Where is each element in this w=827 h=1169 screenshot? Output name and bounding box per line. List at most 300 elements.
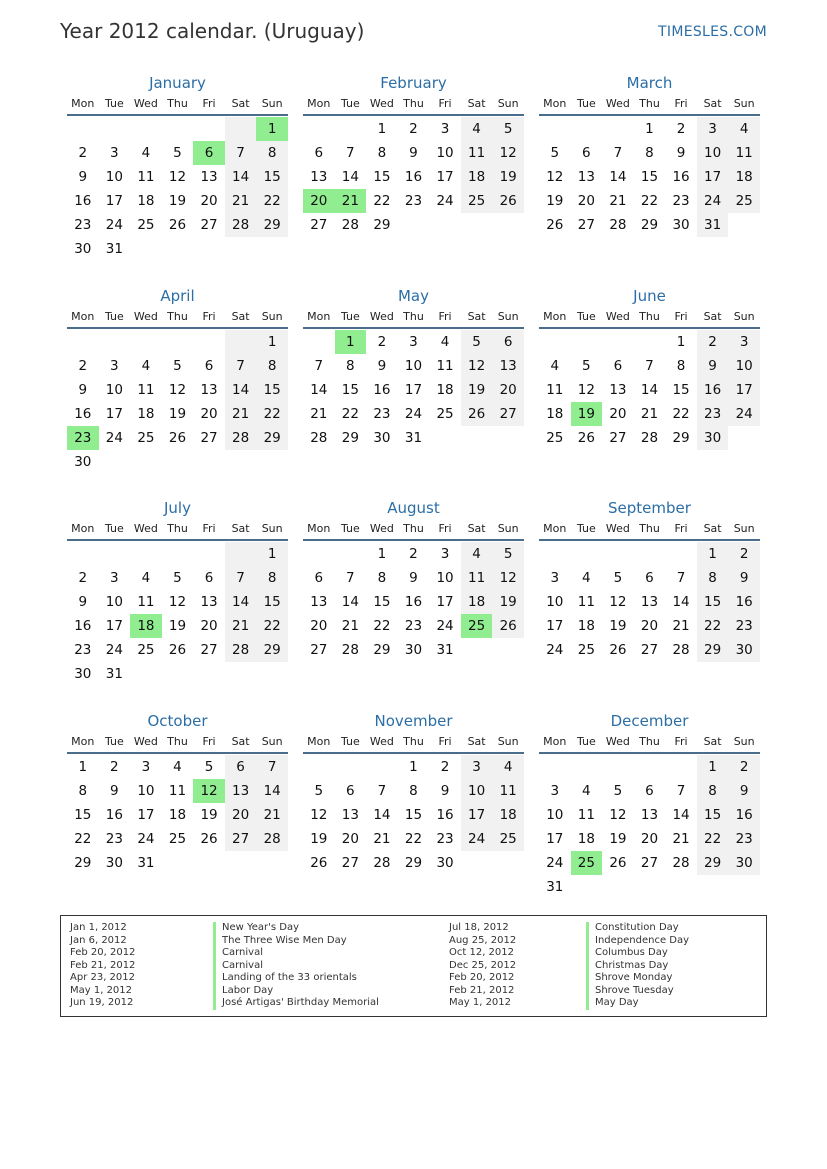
- empty-cell: [602, 875, 634, 899]
- page-title: Year 2012 calendar. (Uruguay): [60, 19, 365, 43]
- day-cell: 20: [225, 803, 257, 827]
- day-cell: 24: [697, 189, 729, 213]
- weekday-label: Sun: [261, 522, 283, 535]
- day-cell: 9: [78, 382, 88, 398]
- day-cell: 28: [310, 430, 328, 446]
- day-cell: 8: [676, 358, 686, 374]
- day-cell: 18: [461, 165, 493, 189]
- empty-cell: [99, 542, 131, 566]
- day-cell: 9: [728, 779, 760, 803]
- weekday-label: Sun: [261, 310, 283, 323]
- day-cell: 20: [640, 618, 659, 634]
- weekday-label: Thu: [167, 735, 188, 748]
- weekday-label: Wed: [133, 97, 158, 110]
- day-cell: 21: [256, 803, 288, 827]
- day-cell: 16: [436, 807, 454, 823]
- day-cell: 21: [672, 831, 690, 847]
- day-cell: 22: [373, 618, 391, 634]
- weekday-header: [67, 519, 288, 541]
- day-cell: 30: [74, 454, 92, 470]
- day-cell: 25: [137, 430, 155, 446]
- day-cell: 10: [728, 354, 760, 378]
- day-cell: 23: [105, 831, 123, 847]
- empty-cell: [571, 755, 603, 779]
- empty-cell: [539, 330, 571, 354]
- day-cell: 26: [310, 855, 328, 871]
- day-cell: 3: [409, 334, 418, 350]
- day-cell: 17: [728, 378, 760, 402]
- weekday-label: Mon: [71, 522, 95, 535]
- day-cell: 26: [492, 614, 524, 638]
- empty-cell: [162, 450, 194, 474]
- holiday-name: José Artigas' Birthday Memorial: [213, 997, 379, 1010]
- day-cell: 8: [377, 145, 387, 161]
- day-cell: 14: [225, 378, 257, 402]
- weekday-label: Fri: [438, 97, 452, 110]
- day-cell: 31: [436, 642, 454, 658]
- day-cell: 21: [341, 618, 359, 634]
- weekday-label: Mon: [543, 310, 567, 323]
- empty-cell: [162, 330, 194, 354]
- day-cell: 17: [105, 406, 123, 422]
- empty-cell: [193, 330, 225, 354]
- day-cell: 15: [256, 165, 288, 189]
- day-cell: 6: [204, 358, 214, 374]
- day-grid: [539, 755, 760, 899]
- day-cell: 23: [67, 426, 99, 450]
- month-name: October: [147, 712, 208, 730]
- day-cell: 26: [577, 430, 595, 446]
- day-cell: 28: [341, 642, 359, 658]
- day-cell: 23: [74, 217, 92, 233]
- day-cell: 20: [577, 193, 595, 209]
- day-cell: 9: [377, 358, 387, 374]
- day-cell: 23: [436, 831, 454, 847]
- day-cell: 30: [436, 855, 454, 871]
- empty-cell: [492, 426, 524, 450]
- day-cell: 7: [225, 141, 257, 165]
- day-cell: 5: [582, 358, 591, 374]
- day-cell: 4: [141, 358, 151, 374]
- day-cell: 6: [225, 755, 257, 779]
- day-cell: 25: [571, 851, 603, 875]
- day-cell: 27: [640, 855, 659, 871]
- month-february: [303, 72, 524, 237]
- month-name: March: [626, 74, 673, 92]
- day-cell: 17: [697, 165, 729, 189]
- empty-cell: [193, 851, 225, 875]
- day-cell: 18: [461, 590, 493, 614]
- day-cell: 22: [404, 831, 423, 847]
- day-cell: 20: [341, 831, 359, 847]
- weekday-label: Wed: [133, 310, 158, 323]
- weekday-header: [67, 94, 288, 116]
- day-cell: 16: [373, 382, 391, 398]
- day-cell: 29: [341, 430, 359, 446]
- day-cell: 6: [204, 570, 214, 586]
- day-cell: 3: [697, 117, 729, 141]
- weekday-label: Thu: [639, 310, 660, 323]
- day-cell: 25: [137, 642, 155, 658]
- weekday-label: Sat: [467, 310, 486, 323]
- holiday-name: Labor Day: [213, 985, 379, 998]
- weekday-label: Tue: [104, 310, 124, 323]
- day-cell: 24: [137, 831, 155, 847]
- day-cell: 15: [256, 378, 288, 402]
- day-cell: 4: [440, 334, 450, 350]
- day-cell: 12: [546, 169, 564, 185]
- day-cell: 1: [256, 330, 288, 354]
- weekday-label: Mon: [543, 735, 567, 748]
- day-cell: 12: [461, 354, 493, 378]
- day-cell: 8: [697, 566, 729, 590]
- empty-cell: [162, 542, 194, 566]
- day-cell: 18: [168, 807, 187, 823]
- day-cell: 26: [492, 189, 524, 213]
- day-cell: 29: [697, 851, 729, 875]
- holiday-name: Independence Day: [586, 935, 689, 948]
- day-cell: 9: [676, 145, 686, 161]
- holiday-name: Carnival: [213, 960, 379, 973]
- holidays-list: [60, 915, 767, 1017]
- day-cell: 17: [105, 618, 123, 634]
- holiday-name: May Day: [586, 997, 689, 1010]
- day-cell: 28: [225, 426, 257, 450]
- day-cell: 14: [341, 169, 359, 185]
- day-cell: 29: [672, 430, 690, 446]
- day-cell: 6: [582, 145, 591, 161]
- day-cell: 13: [640, 807, 659, 823]
- day-cell: 19: [168, 618, 187, 634]
- day-cell: 7: [676, 570, 686, 586]
- day-cell: 23: [74, 642, 92, 658]
- day-cell: 21: [640, 406, 659, 422]
- day-cell: 24: [105, 217, 123, 233]
- month-may: [303, 285, 524, 450]
- day-cell: 4: [461, 542, 493, 566]
- day-grid: [303, 755, 524, 875]
- empty-cell: [130, 542, 162, 566]
- month-october: [67, 710, 288, 875]
- day-cell: 16: [697, 378, 729, 402]
- day-cell: 7: [225, 566, 257, 590]
- day-cell: 29: [373, 217, 391, 233]
- day-cell: 23: [672, 193, 690, 209]
- day-cell: 13: [609, 382, 627, 398]
- empty-cell: [602, 117, 634, 141]
- day-cell: 24: [546, 642, 564, 658]
- day-cell: 7: [377, 783, 387, 799]
- day-cell: 12: [609, 594, 627, 610]
- weekday-label: Mon: [307, 310, 331, 323]
- day-cell: 5: [613, 570, 623, 586]
- day-cell: 27: [609, 430, 627, 446]
- day-cell: 30: [672, 217, 690, 233]
- day-cell: 2: [78, 358, 88, 374]
- day-cell: 10: [546, 807, 564, 823]
- day-cell: 19: [571, 402, 603, 426]
- day-cell: 13: [310, 169, 328, 185]
- day-cell: 16: [74, 406, 92, 422]
- empty-cell: [429, 426, 461, 450]
- day-cell: 19: [168, 193, 187, 209]
- empty-cell: [539, 542, 571, 566]
- empty-cell: [303, 330, 335, 354]
- day-cell: 22: [697, 614, 729, 638]
- day-cell: 28: [256, 827, 288, 851]
- weekday-label: Mon: [71, 97, 95, 110]
- day-cell: 5: [550, 145, 560, 161]
- empty-cell: [225, 662, 257, 686]
- weekday-label: Thu: [639, 735, 660, 748]
- month-name: February: [380, 74, 447, 92]
- holiday-date: Feb 21, 2012: [449, 984, 515, 996]
- day-cell: 1: [256, 542, 288, 566]
- weekday-label: Fri: [674, 735, 688, 748]
- weekday-label: Fri: [202, 310, 216, 323]
- month-july: [67, 497, 288, 686]
- day-cell: 5: [204, 759, 214, 775]
- day-cell: 15: [697, 803, 729, 827]
- empty-cell: [67, 117, 99, 141]
- weekday-label: Sun: [497, 522, 519, 535]
- day-grid: [67, 542, 288, 686]
- day-cell: 9: [409, 145, 418, 161]
- day-cell: 30: [74, 666, 92, 682]
- day-cell: 1: [697, 542, 729, 566]
- weekday-label: Sun: [733, 522, 755, 535]
- day-cell: 14: [672, 807, 690, 823]
- day-cell: 11: [137, 169, 155, 185]
- empty-cell: [571, 875, 603, 899]
- day-cell: 12: [193, 779, 225, 803]
- day-cell: 15: [404, 807, 423, 823]
- day-cell: 18: [436, 382, 454, 398]
- empty-cell: [634, 542, 666, 566]
- day-cell: 11: [577, 594, 595, 610]
- holiday-name: Constitution Day: [586, 922, 689, 935]
- day-cell: 12: [168, 594, 187, 610]
- day-cell: 4: [492, 755, 524, 779]
- day-cell: 5: [492, 542, 524, 566]
- site-link[interactable]: TIMESLES.COM: [658, 24, 767, 40]
- empty-cell: [193, 237, 225, 261]
- day-cell: 11: [461, 566, 493, 590]
- weekday-label: Tue: [104, 735, 124, 748]
- day-cell: 15: [74, 807, 92, 823]
- empty-cell: [193, 450, 225, 474]
- day-cell: 12: [168, 169, 187, 185]
- day-cell: 21: [609, 193, 627, 209]
- holiday-date: Feb 20, 2012: [70, 947, 136, 958]
- day-cell: 20: [200, 193, 218, 209]
- weekday-header: [539, 307, 760, 329]
- day-cell: 21: [225, 402, 257, 426]
- weekday-label: Sun: [497, 97, 519, 110]
- empty-cell: [571, 542, 603, 566]
- day-cell: 14: [373, 807, 391, 823]
- day-cell: 19: [461, 378, 493, 402]
- day-cell: 18: [728, 165, 760, 189]
- day-cell: 4: [141, 145, 151, 161]
- day-cell: 30: [404, 642, 423, 658]
- empty-cell: [130, 330, 162, 354]
- empty-cell: [665, 755, 697, 779]
- weekday-label: Tue: [340, 310, 360, 323]
- day-cell: 26: [461, 402, 493, 426]
- empty-cell: [256, 450, 288, 474]
- day-cell: 5: [173, 145, 182, 161]
- day-cell: 31: [697, 213, 729, 237]
- day-cell: 3: [110, 145, 119, 161]
- weekday-label: Sat: [231, 97, 250, 110]
- day-cell: 1: [78, 759, 88, 775]
- empty-cell: [303, 755, 335, 779]
- day-cell: 19: [609, 618, 627, 634]
- weekday-label: Fri: [674, 97, 688, 110]
- day-cell: 4: [582, 783, 591, 799]
- weekday-label: Wed: [605, 97, 630, 110]
- day-cell: 22: [672, 406, 690, 422]
- empty-cell: [225, 851, 257, 875]
- day-cell: 25: [137, 217, 155, 233]
- day-grid: [303, 542, 524, 662]
- empty-cell: [67, 330, 99, 354]
- day-cell: 13: [577, 169, 595, 185]
- day-cell: 24: [461, 827, 493, 851]
- holiday-date: Oct 12, 2012: [449, 947, 514, 958]
- day-cell: 8: [78, 783, 88, 799]
- empty-cell: [225, 117, 257, 141]
- weekday-header: [303, 732, 524, 754]
- day-cell: 9: [78, 594, 88, 610]
- weekday-label: Tue: [576, 735, 596, 748]
- month-august: [303, 497, 524, 662]
- day-cell: 4: [141, 570, 151, 586]
- day-cell: 17: [105, 193, 123, 209]
- day-cell: 19: [492, 590, 524, 614]
- weekday-label: Tue: [340, 735, 360, 748]
- day-cell: 29: [697, 638, 729, 662]
- day-cell: 30: [728, 851, 760, 875]
- day-cell: 11: [137, 594, 155, 610]
- day-cell: 13: [492, 354, 524, 378]
- day-cell: 7: [346, 570, 355, 586]
- weekday-label: Thu: [167, 522, 188, 535]
- empty-cell: [256, 662, 288, 686]
- empty-cell: [256, 237, 288, 261]
- day-cell: 26: [168, 642, 187, 658]
- day-cell: 2: [409, 121, 418, 137]
- day-cell: 21: [672, 618, 690, 634]
- day-cell: 12: [577, 382, 595, 398]
- weekday-label: Wed: [605, 310, 630, 323]
- day-cell: 7: [256, 755, 288, 779]
- day-cell: 26: [168, 217, 187, 233]
- holiday-date: Dec 25, 2012: [449, 959, 517, 971]
- empty-cell: [162, 117, 194, 141]
- day-cell: 30: [373, 430, 391, 446]
- empty-cell: [539, 117, 571, 141]
- day-cell: 9: [110, 783, 119, 799]
- day-cell: 24: [105, 642, 123, 658]
- holiday-date: Feb 20, 2012: [449, 972, 515, 983]
- day-cell: 27: [640, 642, 659, 658]
- holiday-name: Landing of the 33 orientals: [213, 972, 379, 985]
- day-cell: 25: [461, 614, 493, 638]
- empty-cell: [634, 330, 666, 354]
- weekday-label: Fri: [202, 735, 216, 748]
- day-cell: 10: [404, 358, 423, 374]
- day-cell: 27: [577, 217, 595, 233]
- weekday-label: Sat: [231, 735, 250, 748]
- weekday-label: Fri: [438, 522, 452, 535]
- day-cell: 6: [645, 570, 654, 586]
- day-cell: 24: [436, 618, 454, 634]
- day-cell: 8: [256, 566, 288, 590]
- day-cell: 18: [546, 406, 564, 422]
- empty-cell: [162, 237, 194, 261]
- day-cell: 6: [645, 783, 654, 799]
- day-cell: 7: [346, 145, 355, 161]
- empty-cell: [492, 638, 524, 662]
- weekday-label: Fri: [674, 310, 688, 323]
- day-cell: 2: [377, 334, 387, 350]
- day-cell: 20: [200, 618, 218, 634]
- day-cell: 3: [440, 546, 450, 562]
- weekday-label: Sun: [497, 735, 519, 748]
- day-cell: 18: [577, 618, 595, 634]
- weekday-label: Mon: [543, 522, 567, 535]
- day-cell: 25: [461, 189, 493, 213]
- weekday-label: Sat: [703, 735, 722, 748]
- day-cell: 4: [173, 759, 182, 775]
- day-cell: 1: [697, 755, 729, 779]
- holiday-name: New Year's Day: [213, 922, 379, 935]
- empty-cell: [303, 542, 335, 566]
- holiday-name: Shrove Monday: [586, 972, 689, 985]
- holiday-date: Jan 6, 2012: [70, 934, 127, 946]
- weekday-label: Wed: [133, 735, 158, 748]
- holiday-date: Jul 18, 2012: [449, 922, 509, 933]
- day-cell: 3: [728, 330, 760, 354]
- day-cell: 16: [728, 803, 760, 827]
- weekday-label: Fri: [202, 522, 216, 535]
- day-cell: 31: [404, 430, 423, 446]
- day-cell: 10: [546, 594, 564, 610]
- empty-cell: [162, 662, 194, 686]
- weekday-label: Thu: [167, 97, 188, 110]
- month-name: August: [387, 499, 440, 517]
- holiday-names-left: [213, 922, 379, 1010]
- empty-cell: [193, 117, 225, 141]
- weekday-label: Tue: [104, 97, 124, 110]
- holiday-name: Columbus Day: [586, 947, 689, 960]
- day-cell: 10: [105, 169, 123, 185]
- day-cell: 26: [546, 217, 564, 233]
- day-cell: 11: [546, 382, 564, 398]
- day-cell: 24: [105, 430, 123, 446]
- day-cell: 6: [346, 783, 355, 799]
- day-cell: 6: [193, 141, 225, 165]
- day-cell: 21: [225, 189, 257, 213]
- day-cell: 31: [546, 879, 564, 895]
- empty-cell: [193, 542, 225, 566]
- day-cell: 22: [74, 831, 92, 847]
- day-cell: 8: [697, 779, 729, 803]
- weekday-label: Thu: [639, 97, 660, 110]
- day-cell: 5: [492, 117, 524, 141]
